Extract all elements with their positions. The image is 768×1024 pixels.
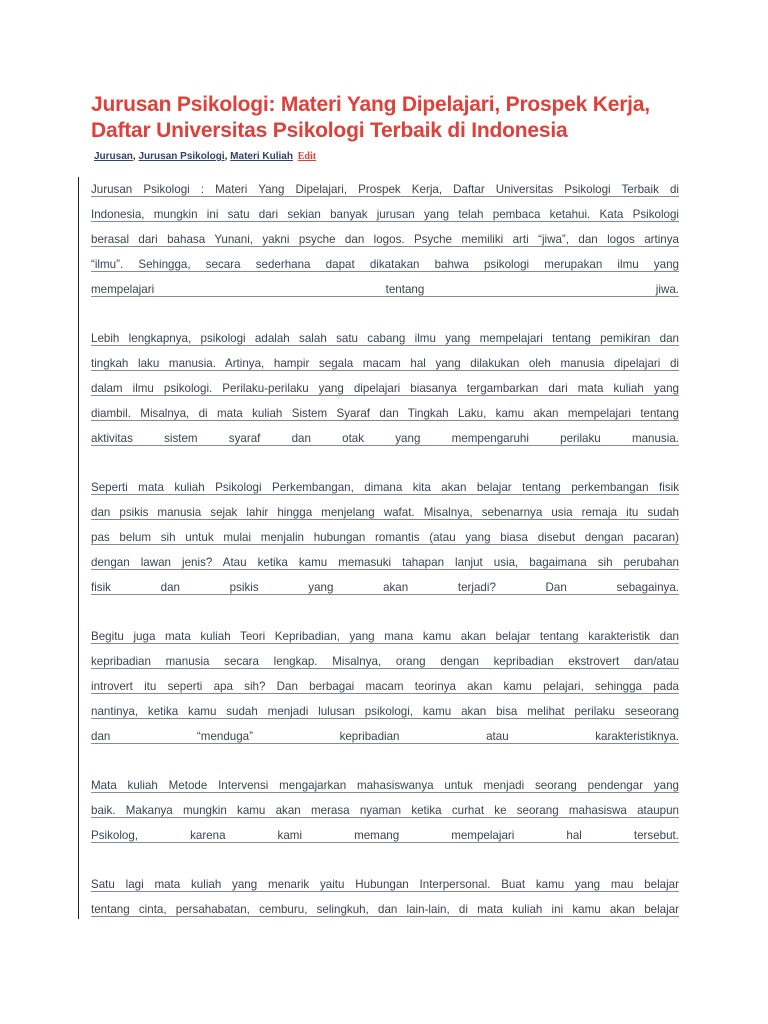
text-line[interactable]: tentang cinta, persahabatan, cemburu, selingkuh, dan lain-lain, di mata kuliah ini kamu akan belajar xyxy=(91,903,679,916)
text-line[interactable]: “ilmu”. Sehingga, secara sederhana dapat dikatakan bahwa psikologi merupakan ilmu yang xyxy=(91,258,679,271)
paragraph xyxy=(91,872,679,922)
text-line[interactable]: dengan lawan jenis? Atau ketika kamu memasuki tahapan lanjut usia, bagaimana sih perubahan xyxy=(91,556,679,569)
text-line[interactable]: Satu lagi mata kuliah yang menarik yaitu Hubungan Interpersonal. Buat kamu yang mau belajar xyxy=(91,878,679,891)
category-link-jurusan-psikologi[interactable]: Jurusan Psikologi xyxy=(138,151,225,162)
category-link-jurusan[interactable]: Jurusan xyxy=(94,151,133,162)
text-line[interactable]: aktivitas sistem syaraf dan otak yang mempengaruhi perilaku manusia. xyxy=(91,432,679,445)
article-title: Jurusan Psikologi: Materi Yang Dipelajari, Prospek Kerja, Daftar Universitas Psikologi Terbaik di Indonesia xyxy=(91,93,650,142)
text-line[interactable]: kepribadian manusia secara lengkap. Misalnya, orang dengan kepribadian ekstrovert dan/atau xyxy=(91,655,679,668)
category-link-materi-kuliah[interactable]: Materi Kuliah xyxy=(230,151,293,162)
paragraph xyxy=(91,475,679,600)
text-line[interactable]: tingkah laku manusia. Artinya, hampir segala macam hal yang dilakukan oleh manusia dipelajari di xyxy=(91,357,679,370)
text-line[interactable]: Begitu juga mata kuliah Teori Kepribadian, yang mana kamu akan belajar tentang karakteristik dan xyxy=(91,630,679,643)
text-line[interactable]: introvert itu seperti apa sih? Dan berbagai macam teorinya akan kamu pelajari, sehingga pada xyxy=(91,680,679,693)
category-separator: , xyxy=(132,151,139,162)
paragraph xyxy=(91,773,679,848)
text-line[interactable]: berasal dari bahasa Yunani, yakni psyche dan logos. Psyche memiliki arti “jiwa”, dan logos artinya xyxy=(91,233,679,246)
text-line[interactable]: dan “menduga” kepribadian atau karakteristiknya. xyxy=(91,730,679,743)
text-line[interactable]: baik. Makanya mungkin kamu akan merasa nyaman ketika curhat ke seorang mahasiswa ataupun xyxy=(91,804,679,817)
text-line[interactable]: Mata kuliah Metode Intervensi mengajarkan mahasiswanya untuk menjadi seorang pendengar yang xyxy=(91,779,679,792)
paragraph xyxy=(91,624,679,749)
text-line[interactable]: Lebih lengkapnya, psikologi adalah salah satu cabang ilmu yang mempelajari tentang pemikiran dan xyxy=(91,332,679,345)
article-meta xyxy=(94,151,316,162)
text-line[interactable]: Jurusan Psikologi : Materi Yang Dipelajari, Prospek Kerja, Daftar Universitas Psikologi Terbaik di xyxy=(91,183,679,196)
left-margin-rule xyxy=(78,177,79,919)
text-line[interactable]: Seperti mata kuliah Psikologi Perkembangan, dimana kita akan belajar tentang perkembangan fisik xyxy=(91,481,679,494)
text-line[interactable]: dan psikis manusia sejak lahir hingga menjelang wafat. Misalnya, sebenarnya usia remaja itu sudah xyxy=(91,506,679,519)
text-line[interactable]: dalam ilmu psikologi. Perilaku-perilaku yang dipelajari biasanya tergambarkan dari mata kuliah yang xyxy=(91,382,679,395)
paragraph xyxy=(91,177,679,302)
text-line[interactable]: pas belum sih untuk mulai menjalin hubungan romantis (atau yang biasa disebut dengan pacaran) xyxy=(91,531,679,544)
text-line[interactable]: diambil. Misalnya, di mata kuliah Sistem Syaraf dan Tingkah Laku, kamu akan mempelajari tentang xyxy=(91,407,679,420)
text-line[interactable]: Indonesia, mungkin ini satu dari sekian banyak jurusan yang telah pembaca ketahui. Kata Psikologi xyxy=(91,208,679,221)
text-line[interactable]: fisik dan psikis yang akan terjadi? Dan sebagainya. xyxy=(91,581,679,594)
text-line[interactable]: nantinya, ketika kamu sudah menjadi lulusan psikologi, kamu akan bisa melihat perilaku seseorang xyxy=(91,705,679,718)
category-separator: , xyxy=(224,151,231,162)
text-line[interactable]: Psikolog, karena kami memang mempelajari hal tersebut. xyxy=(91,829,679,842)
edit-link[interactable]: Edit xyxy=(297,151,317,162)
paragraph xyxy=(91,326,679,451)
text-line[interactable]: mempelajari tentang jiwa. xyxy=(91,283,679,296)
